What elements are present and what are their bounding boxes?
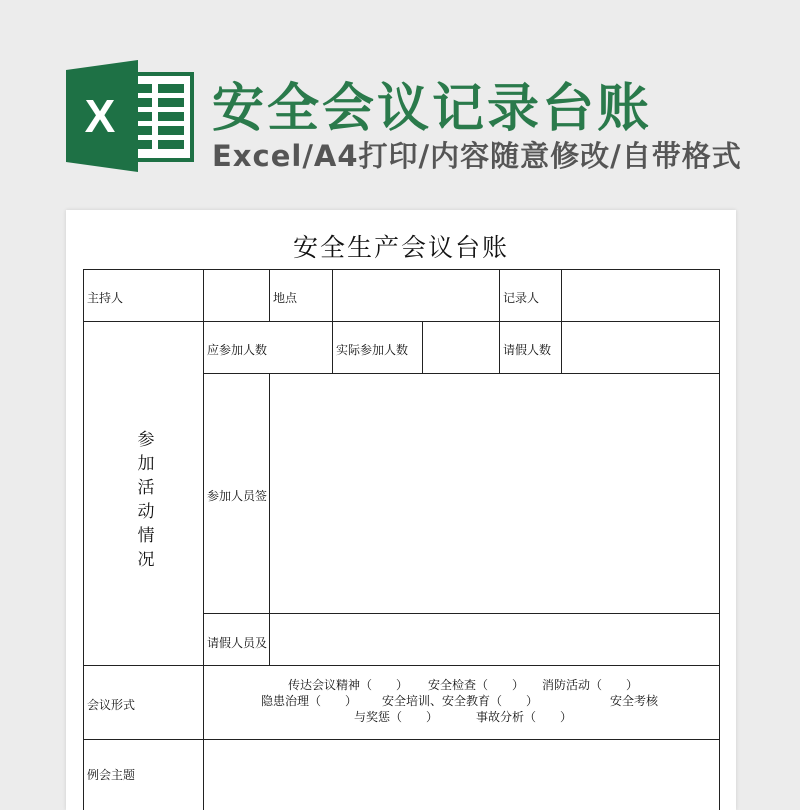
form-option[interactable]: 安全培训、安全教育（ ） [382, 694, 539, 708]
form-options [204, 677, 718, 725]
host-label: 主持人 [87, 291, 124, 305]
form-option[interactable]: 事故分析（ ） [476, 710, 573, 724]
form-option[interactable]: 与奖惩（ ） [354, 710, 439, 724]
topic-label: 例会主题 [87, 768, 136, 782]
location-field[interactable] [336, 288, 496, 308]
expected-count-label: 应参加人数 [207, 343, 268, 357]
actual-count-label: 实际参加人数 [336, 343, 409, 357]
leave-people-label: 请假人员及 [207, 636, 268, 650]
banner-subtitle: Excel/A4打印/内容随意修改/自带格式 [212, 139, 742, 173]
location-label: 地点 [273, 291, 298, 305]
form-option[interactable]: 安全考核 [610, 694, 659, 708]
leave-people-field[interactable] [273, 618, 715, 660]
ledger-table [66, 210, 736, 810]
form-option[interactable]: 安全检查（ ） [428, 678, 525, 692]
signature-label: 参加人员签 [207, 489, 268, 503]
logo-letter: X [84, 90, 116, 142]
signature-area[interactable] [273, 378, 715, 608]
participation-label: 参 加 活 动 情 况 [137, 430, 155, 570]
leave-count-field[interactable] [565, 340, 715, 360]
actual-count-field[interactable] [426, 340, 496, 360]
recorder-label: 记录人 [503, 291, 540, 305]
leave-count-label: 请假人数 [503, 343, 552, 357]
recorder-field[interactable] [565, 288, 715, 308]
host-field[interactable] [207, 288, 267, 308]
form-option[interactable]: 隐患治理（ ） [261, 694, 358, 708]
form-option[interactable]: 传达会议精神（ ） [288, 678, 409, 692]
form-label: 会议形式 [87, 698, 136, 712]
banner [0, 0, 800, 200]
form-option[interactable]: 消防活动（ ） [542, 678, 639, 692]
sheet-title: 安全生产会议台账 [292, 233, 509, 262]
banner-title: 安全会议记录台账 [212, 79, 653, 139]
topic-field[interactable] [207, 744, 715, 804]
ledger-sheet [66, 210, 736, 810]
excel-logo-icon [66, 60, 196, 172]
